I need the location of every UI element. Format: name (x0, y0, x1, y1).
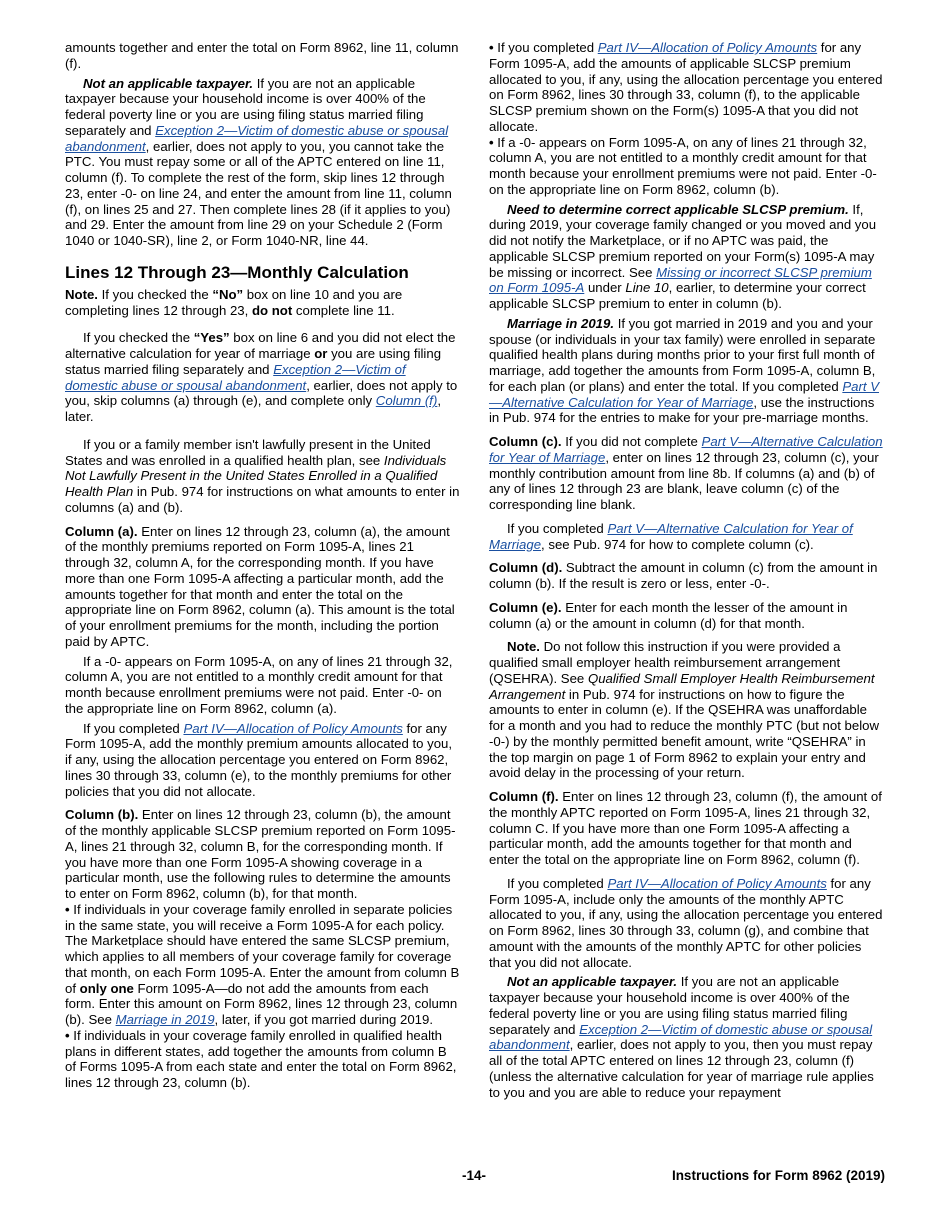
list-item: • If a -0- appears on Form 1095-A, on any of lines 21 through 32, column A, you are not entitled to a monthly credit amount for that month because your enrollment premiums were not paid. Enter -0- on the appropriate line on Form 8962, column (b). (489, 134, 877, 197)
link-part-v[interactable]: Part V—Alternative Calculation for Year of Marriage (489, 520, 853, 552)
list-item: • If individuals in your coverage family enrolled in qualified health plans in different states, add together the amounts from column B of Forms 1095-A from each state and enter the total on Form 8962, lines 12 through 23, column (b). (65, 1027, 457, 1090)
paragraph-column-a: Column (a). Enter on lines 12 through 23, column (a), the amount of the monthly premiums reported on Form 1095-A, lines 21 through 32, column A, for the corresponding month. If you have more than one Form 1095-A affecting a particular month, add the amounts together for that month and enter the total on the appropriate line on Form 8962, column (a). This amount is the total of your enrollment premiums for the month, including the portion paid by APTC. (65, 523, 455, 649)
paragraph-column-e: Column (e). Enter for each month the lesser of the amount in column (a) or the amount in column (d) for that month. (489, 599, 848, 631)
paragraph-column-c: Column (c). If you did not complete Part V—Alternative Calculation for Year of Marriage, enter on lines 12 through 23, column (c), your monthly contribution amount from line 8b. If columns (a) and (b) of any of lines 12 through 23 are blank, leave column (c) of the corresponding line blank. (489, 434, 883, 512)
paragraph-column-d: Column (d). Subtract the amount in column (c) from the amount in column (b). If the result is zero or less, enter -0-. (489, 560, 878, 591)
paragraph-not-applicable: Not an applicable taxpayer. If you are not an applicable taxpayer because your household income is over 400% of the federal poverty line or you are using filing status married filing separately and Exception 2—Victim of domestic abuse or spousal abandonment, earlier, does not apply to you, then you must repay all of the total APTC entered on lines 12 through 23, column (f) (unless the alternative calculation for year of marriage rule applies to you and you are able to reduce your repayment (489, 974, 874, 1100)
section-heading: Lines 12 Through 23—Monthly Calculation (65, 262, 409, 282)
link-part-v[interactable]: Part V—Alternative Calculation for Year of Marriage (489, 434, 883, 465)
form-title: Instructions for Form 8962 (2019) (671, 1168, 885, 1183)
link-missing-slcsp[interactable]: Missing or incorrect SLCSP premium on Form 1095-A (489, 264, 872, 296)
paragraph: If you or a family member isn't lawfully present in the United States and was enrolled in a qualified health plan, see Individuals Not Lawfully Present in the United States Enrolled in a Qualified Health Plan in Pub. 974 for instructions on what amounts to enter in columns (a) and (b). (65, 436, 460, 515)
paragraph-need-slcsp: Need to determine correct applicable SLCSP premium. If, during 2019, your coverage family changed or you moved and you did not notify the Marketplace, or if no APTC was paid, the applicable SLCSP premium reported on your Form(s) 1095-A may be missing or incorrect. See Missing or incorrect SLCSP premium on Form 1095-A under Line 10, earlier, to determine your correct applicable SLCSP premium to enter in column (b). (489, 201, 877, 311)
paragraph-marriage-2019: Marriage in 2019. If you got married in 2019 and you and your spouse (or individuals in your tax family) were enrolled in separate qualified health plans during months prior to your first full month of marriage, add together the amounts from Form 1095-A, column B, for each plan (or plans) and enter the total. If you completed Part V—Alternative Calculation for Year of Marriage, use the instructions in Pub. 974 for the entries to make for your pre-marriage months. (489, 315, 879, 426)
link-part-iv[interactable]: Part IV—Allocation of Policy Amounts (597, 40, 818, 55)
link-part-v[interactable]: Part V—Alternative Calculation for Year of Marriage (489, 378, 879, 410)
paragraph: If you completed Part V—Alternative Calculation for Year of Marriage, see Pub. 974 for how to complete column (c). (489, 520, 853, 552)
paragraph: If you completed Part IV—Allocation of Policy Amounts for any Form 1095-A, include only the amounts of the monthly APTC allocated to you, if any, using the allocation percentage you entered on Form 8962, lines 30 through 33, column (g), and combine that amount with the amounts of the monthly APTC for other policies that you did not allocate. (489, 875, 883, 970)
bullet-icon: • (489, 134, 494, 150)
link-exception-2[interactable]: Exception 2—Victim of domestic abuse or spousal abandonment (489, 1021, 873, 1053)
note-paragraph: Note. If you checked the “No” box on line 10 and you are completing lines 12 through 23, do not complete line 11. (65, 286, 403, 318)
link-part-iv[interactable]: Part IV—Allocation of Policy Amounts (607, 875, 827, 891)
paragraph-column-b: Column (b). Enter on lines 12 through 23, column (b), the amount of the monthly applicable SLCSP premium reported on Form 1095-A, lines 21 through 32, column B, for the corresponding month. If you have more than one Form 1095-A showing coverage in a particular month, use the following rules to determine the amounts to enter on Form 8962, column (b), for that month. (65, 807, 456, 901)
page-number: -14- (462, 1168, 487, 1183)
paragraph: amounts together and enter the total on Form 8962, line 11, column (f). (65, 40, 459, 71)
paragraph-column-f: Column (f). Enter on lines 12 through 23, column (f), the amount of the monthly APTC reported on Form 1095-A, lines 21 through 32, column C. If you have more than one Form 1095-A affecting a particular month, add the amounts together for that month and enter the total on the appropriate line on Form 8962, column (f). (489, 789, 882, 867)
link-exception-2[interactable]: Exception 2—Victim of domestic abuse or spousal abandonment (65, 122, 449, 154)
bullet-icon: • (489, 40, 494, 55)
link-column-f[interactable]: Column (f) (375, 393, 438, 409)
left-column (65, 40, 460, 1091)
list-item: • If individuals in your coverage family enrolled in separate policies in the same state, you will receive a Form 1095-A for each policy. The Marketplace should have entered the same SLCSP premium, which applies to all members of your coverage family for coverage that month, on each Form 1095-A. Enter the amount from column B of only one Form 1095-A—do not add the amounts from each form. Enter this amount on Form 8962, lines 12 through 23, column (b). See Marriage in 2019, later, if you got married during 2019. (65, 901, 460, 1027)
paragraph: If you checked the “Yes” box on line 6 and you did not elect the alternative calculation for year of marriage or you are using filing status married filing separately and Exception 2—Victim of domestic abuse or spousal abandonment, earlier, does not apply to you, skip columns (a) through (e), and complete only Column (f), later. (65, 330, 458, 424)
paragraph: If a -0- appears on Form 1095-A, on any of lines 21 through 32, column A, you are not entitled to a monthly credit amount for that month because enrollment premiums were not paid. Enter -0- on the appropriate line on Form 8962, column (a). (65, 653, 453, 716)
note-paragraph: Note. Do not follow this instruction if you were provided a qualified small employer health reimbursement arrangement (QSEHRA). See Qualified Small Employer Health Reimbursement Arrangement in Pub. 974 for instructions on how to figure the amounts to enter in column (e). If the QSEHRA was unaffordable for a month and you had to reduce the monthly PTC (but not below -0-) by the monthly permitted benefit amount, write “QSEHRA” in the top margin on page 1 of Form 8962 to explain your entry and avoid delay in the processing of your return. (489, 639, 879, 781)
link-exception-2[interactable]: Exception 2—Victim of domestic abuse or spousal abandonment (65, 361, 406, 393)
link-part-iv[interactable]: Part IV—Allocation of Policy Amounts (183, 720, 403, 736)
bullet-icon: • (65, 1027, 70, 1043)
bullet-icon: • (65, 901, 70, 917)
paragraph-not-applicable: Not an applicable taxpayer. If you are not an applicable taxpayer because your household income is over 400% of the federal poverty line or you are using filing status married filing separately and Exception 2—Victim of domestic abuse or spousal abandonment, earlier, does not apply to you, you cannot take the PTC. You must repay some or all of the APTC entered on line 11, column (f). To complete the rest of the form, skip lines 12 through 23, enter -0- on line 24, and enter the amount from line 11, column (f), on lines 25 and 27. Then complete lines 28 (if it applies to you) and 29. Enter the amount from line 29 on your Schedule 2 (Form 1040 or 1040-SR), line 2, or Form 1040-NR, line 44. (65, 75, 452, 248)
link-marriage-2019[interactable]: Marriage in 2019 (115, 1012, 215, 1027)
paragraph: If you completed Part IV—Allocation of Policy Amounts for any Form 1095-A, add the monthly premium amounts allocated to you, if any, using the allocation percentage you entered on Form 8962, lines 30 through 33, column (e), to the monthly premiums for other policies that you did not allocate. (65, 720, 453, 799)
list-item: • If you completed Part IV—Allocation of Policy Amounts for any Form 1095-A, add the amounts of applicable SLCSP premium allocated to you, if any, using the allocation percentage you entered on Form 8962, lines 30 through 33, column (f), to the applicable SLCSP premium shown on the Form(s) 1095-A that you did not allocate. (489, 40, 883, 134)
page-footer (0, 1168, 950, 1188)
right-column (489, 40, 884, 1104)
